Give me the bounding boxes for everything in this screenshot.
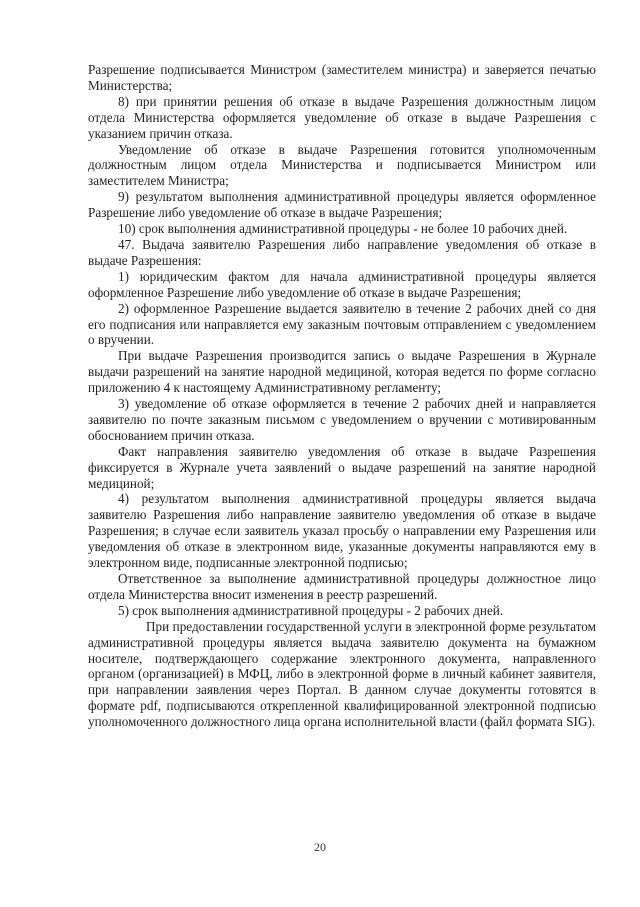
paragraph: 8) при принятии решения об отказе в выдаче Разрешения должностным лицом отдела Министерства оформляется уведомление об отказе в выдаче Разрешения с указанием причин отказа. xyxy=(88,93,596,141)
paragraph: При выдаче Разрешения производится запись о выдаче Разрешения в Журнале выдачи разрешений на занятие народной медициной, которая ведется по форме согласно приложению 4 к настоящему Административному регламенту; xyxy=(88,348,596,396)
paragraph: 2) оформленное Разрешение выдается заявителю в течение 2 рабочих дней со дня его подписания или направляется ему заказным почтовым отправлением с уведомлением о вручении. xyxy=(88,300,596,348)
paragraph: 9) результатом выполнения административной процедуры является оформленное Разрешение либо уведомление об отказе в выдаче Разрешения; xyxy=(88,189,596,221)
paragraph: 3) уведомление об отказе оформляется в течение 2 рабочих дней и направляется заявителю по почте заказным письмом с уведомлением о вручении с мотивированным обоснованием причин отказа. xyxy=(88,396,596,443)
document-body xyxy=(88,62,596,730)
paragraph: 1) юридическим фактом для начала административной процедуры является оформленное Разрешение либо уведомление об отказе в выдаче Разрешения; xyxy=(88,268,596,300)
paragraph: Разрешение подписывается Министром (заместителем министра) и заверяется печатью Министерства; xyxy=(88,62,596,93)
paragraph: 4) результатом выполнения административной процедуры является выдача заявителю Разрешения либо направление заявителю уведомления об отказе в выдаче Разрешения; в случае если заявитель указал просьбу о направлении ему Разрешения или уведомления об отказе в электронном виде, указанные документы направляются ему в электронном виде, подписанные электронной подписью; xyxy=(88,491,596,571)
paragraph: Факт направления заявителю уведомления об отказе в выдаче Разрешения фиксируется в Журнале учета заявлений о выдаче разрешений на занятие народной медициной; xyxy=(88,443,596,491)
page-number: 20 xyxy=(314,840,326,854)
paragraph: 5) срок выполнения административной процедуры - 2 рабочих дней. xyxy=(118,602,504,618)
paragraph: При предоставлении государственной услуги в электронной форме результатом административной процедуры является выдача заявителю документа на бумажном носителе, подтверждающего содержание электронного документа, направленного органом (организацией) в МФЦ, либо в электронной форме в личный кабинет заявителя, при направлении заявления через Портал. В данном случае документы готовятся в формате pdf, подписываются открепленной квалифицированной электронной подписью уполномоченного должностного лица органа исполнительной власти (файл формата SIG). xyxy=(88,618,596,730)
paragraph: Ответственное за выполнение административной процедуры должностное лицо отдела Министерства вносит изменения в реестр разрешений. xyxy=(88,571,596,602)
paragraph: Уведомление об отказе в выдаче Разрешения готовится уполномоченным должностным лицом отдела Министерства и подписывается Министром или заместителем Министра; xyxy=(88,141,596,189)
paragraph: 47. Выдача заявителю Разрешения либо направление уведомления об отказе в выдаче Разрешения: xyxy=(88,236,596,268)
paragraph: 10) срок выполнения административной процедуры - не более 10 рабочих дней. xyxy=(118,221,568,237)
